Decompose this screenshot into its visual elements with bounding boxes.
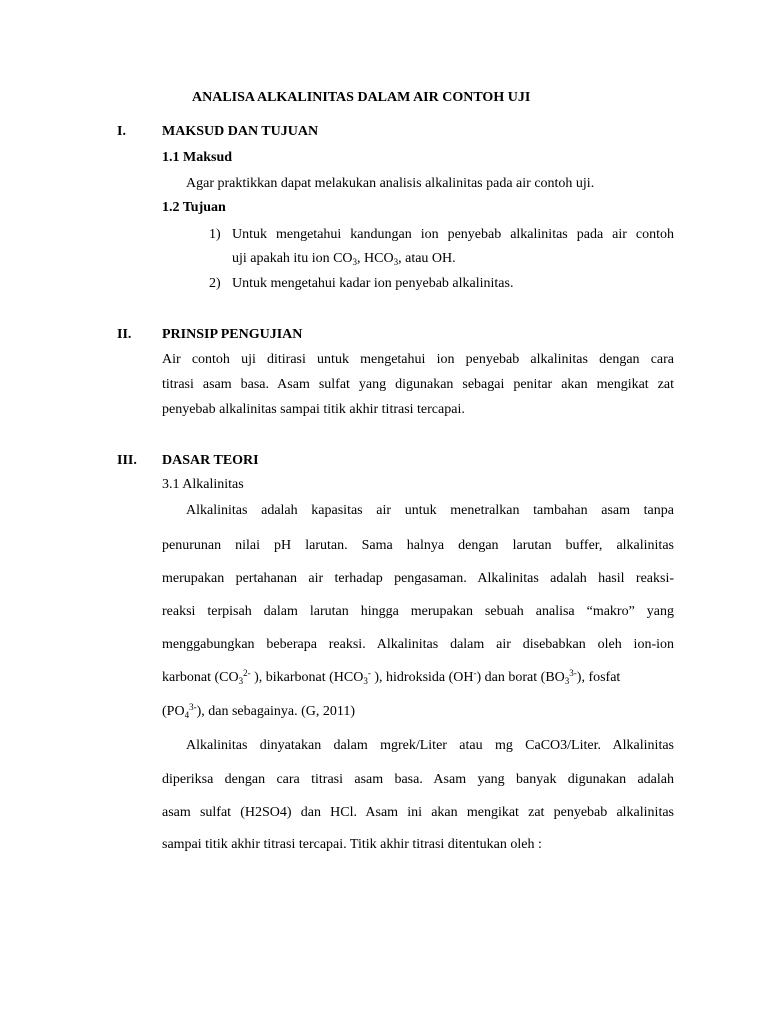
list-marker: 2) <box>209 276 221 291</box>
section-heading: PRINSIP PENGUJIAN <box>162 327 303 342</box>
paragraph-line: penyebab alkalinitas sampai titik akhir titrasi tercapai. <box>162 402 465 417</box>
paragraph-line: sampai titik akhir titrasi tercapai. Titik akhir titrasi ditentukan oleh : <box>162 837 542 852</box>
paragraph-line: merupakan pertahanan air terhadap pengasaman. Alkalinitas adalah hasil reaksi- <box>162 571 674 586</box>
paragraph-line: asam sulfat (H2SO4) dan HCl. Asam ini akan mengikat zat penyebab alkalinitas <box>162 805 674 820</box>
paragraph-line: penurunan nilai pH larutan. Sama halnya dengan larutan buffer, alkalinitas <box>162 538 674 553</box>
section-number: II. <box>117 327 132 342</box>
list-item-line: uji apakah itu ion $CO_3$, $HCO_3$, atau OH. <box>232 251 456 267</box>
section-heading: MAKSUD DAN TUJUAN <box>162 124 319 139</box>
document-title: ANALISA ALKALINITAS DALAM AIR CONTOH UJI <box>192 90 531 105</box>
paragraph-line: reaksi terpisah dalam larutan hingga merupakan sebuah analisa “makro” yang <box>162 604 674 619</box>
subsection-heading: 1.1 Maksud <box>162 150 233 165</box>
subsection-heading: 3.1 Alkalinitas <box>162 477 244 492</box>
paragraph-line: titrasi asam basa. Asam sulfat yang digunakan sebagai penitar akan mengikat zat <box>162 377 674 392</box>
subsection-heading: 1.2 Tujuan <box>162 200 226 215</box>
ions-line: karbonat ($CO_3^{2-}$ ), bikarbonat ($HCO_3^-$ ), hidroksida (OH-) dan borat $(BO_3^{3-})$, fosfat <box>162 668 621 686</box>
list-item-line: Untuk mengetahui kadar ion penyebab alkalinitas. <box>232 276 514 291</box>
paragraph-line: Air contoh uji ditirasi untuk mengetahui ion penyebab alkalinitas dengan cara <box>162 352 674 367</box>
list-marker: 1) <box>209 227 221 242</box>
paragraph-line: Alkalinitas adalah kapasitas air untuk menetralkan tambahan asam tanpa <box>186 503 674 518</box>
ions-line: $(PO_4^{3-})$, dan sebagainya. (G, 2011) <box>162 702 356 720</box>
paragraph-line: diperiksa dengan cara titrasi asam basa. Asam yang banyak digunakan adalah <box>162 772 674 787</box>
section-number: I. <box>117 124 126 139</box>
section-heading: DASAR TEORI <box>162 453 259 468</box>
paragraph-line: Agar praktikkan dapat melakukan analisis alkalinitas pada air contoh uji. <box>186 176 595 191</box>
section-number: III. <box>117 453 137 468</box>
list-item-line: Untuk mengetahui kandungan ion penyebab alkalinitas pada air contoh <box>232 227 674 242</box>
paragraph-line: Alkalinitas dinyatakan dalam mgrek/Liter atau mg CaCO3/Liter. Alkalinitas <box>186 738 674 753</box>
paragraph-line: menggabungkan beberapa reaksi. Alkalinitas dalam air disebabkan oleh ion-ion <box>162 637 674 652</box>
